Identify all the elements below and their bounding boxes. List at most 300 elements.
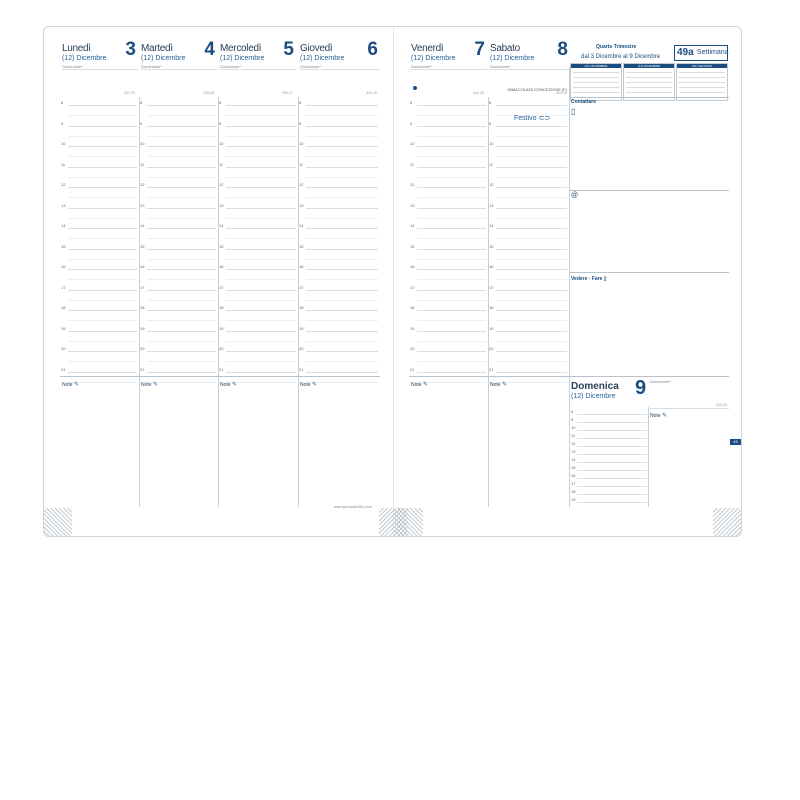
notes-label (62, 381, 79, 388)
hour-line (577, 478, 647, 479)
hour-label: 13 (61, 202, 66, 208)
hour-label: 21 (299, 366, 304, 372)
day-code: 338-28 (203, 91, 214, 95)
day-header-monday (62, 27, 138, 97)
quarter-title: Quarto Trimestre (596, 44, 637, 50)
pencil-icon: ✎ (422, 382, 428, 388)
day-header-wednesday (220, 27, 296, 97)
week-number-box (674, 45, 728, 61)
hour-label: 9 (61, 120, 64, 126)
hour-label: 11 (61, 161, 66, 167)
hour-line (417, 249, 486, 250)
hour-label: 14 (140, 223, 145, 228)
day-code: 341-25 (473, 91, 484, 95)
hour-line (577, 430, 647, 431)
day-month: (12) Dicembre (62, 55, 107, 62)
hour-line (496, 310, 567, 311)
hour-label: 15 (219, 243, 224, 249)
half-hour-line (417, 218, 486, 219)
hour-label: 20 (410, 346, 415, 351)
hour-line (306, 228, 378, 229)
hour-label: 16 (489, 264, 494, 269)
contattare-label: Contattare (571, 99, 597, 105)
hour-label: 13 (299, 202, 304, 208)
half-hour-line (306, 361, 378, 362)
hour-line (68, 331, 137, 332)
dominante-line (141, 69, 217, 70)
hour-label: 17 (140, 284, 145, 290)
column-divider (569, 67, 570, 507)
half-hour-line (306, 115, 378, 116)
hour-label: 13 (571, 449, 576, 454)
hour-label: 14 (219, 223, 224, 228)
half-hour-line (417, 361, 486, 362)
notes-text: Note (220, 382, 231, 388)
dominante-label: Dominante* (300, 64, 321, 69)
hour-line (147, 249, 216, 250)
hour-label: 19 (219, 325, 224, 331)
day-number: 3 (125, 39, 136, 60)
holiday-name: IMMACOLATA CONCEZIONE (F) (507, 87, 567, 92)
day-code: 339-27 (282, 91, 293, 95)
hour-line (496, 105, 567, 106)
hour-label: 8 (410, 100, 413, 105)
hour-label: 19 (299, 325, 304, 331)
half-hour-line (417, 259, 486, 260)
section-divider (569, 376, 729, 377)
half-hour-line (226, 279, 296, 280)
hour-line (417, 187, 486, 188)
hour-line (68, 351, 137, 352)
half-hour-line (496, 259, 567, 260)
hour-line (68, 208, 137, 209)
vedere-fare-text: Vedere - Fare (571, 276, 603, 282)
hour-line (147, 146, 216, 147)
hour-line (577, 502, 647, 503)
notes-text: Note (411, 382, 422, 388)
hour-label: 8 (571, 409, 574, 414)
hour-label: 8 (489, 100, 492, 105)
half-hour-line (147, 300, 216, 301)
phone-icon: ▯ (571, 107, 576, 116)
hour-line (147, 105, 216, 106)
hour-line (417, 351, 486, 352)
hour-label: 14 (299, 223, 304, 228)
hour-line (68, 228, 137, 229)
hour-line (496, 146, 567, 147)
mini-calendar-november (570, 63, 622, 101)
hour-line (306, 146, 378, 147)
hour-label: 9 (571, 417, 574, 422)
hour-label: 13 (489, 202, 494, 208)
hour-line (68, 310, 137, 311)
half-hour-line (226, 115, 296, 116)
half-hour-line (68, 115, 137, 116)
notes-text: Note (141, 382, 152, 388)
hour-line (226, 208, 296, 209)
half-hour-line (496, 361, 567, 362)
day-name: Domenica (571, 381, 619, 392)
hour-line (417, 269, 486, 270)
hour-label: 13 (410, 202, 415, 208)
half-hour-line (496, 320, 567, 321)
notes-label (220, 381, 237, 388)
hour-label: 12 (299, 182, 304, 187)
half-hour-line (496, 197, 567, 198)
hour-line (496, 208, 567, 209)
hour-line (417, 105, 486, 106)
half-hour-line (417, 279, 486, 280)
hour-line (417, 372, 486, 373)
hour-label: 8 (299, 100, 302, 105)
week-number: 49a (677, 47, 694, 58)
dominante-label: Dominante* (490, 64, 511, 69)
hour-line (147, 187, 216, 188)
dominante-label: Dominante* (650, 379, 671, 384)
half-hour-line (68, 361, 137, 362)
hour-label: 13 (140, 202, 145, 208)
half-hour-line (226, 341, 296, 342)
hour-line (496, 351, 567, 352)
hour-line (306, 249, 378, 250)
dominante-line (411, 69, 487, 70)
hour-label: 13 (219, 202, 224, 208)
hour-line (68, 249, 137, 250)
hour-line (577, 414, 647, 415)
half-hour-line (417, 177, 486, 178)
hour-label: 12 (61, 182, 66, 187)
pencil-icon: ✎ (152, 382, 158, 388)
half-hour-line (226, 136, 296, 137)
hour-label: 19 (410, 325, 415, 331)
hour-label: 11 (410, 161, 415, 167)
half-hour-line (147, 115, 216, 116)
hour-label: 14 (489, 223, 494, 228)
calendar-grid (573, 70, 619, 98)
hour-line (147, 290, 216, 291)
hour-line (226, 167, 296, 168)
hour-label: 16 (219, 264, 224, 269)
half-hour-line (68, 136, 137, 137)
day-header-saturday (490, 27, 570, 97)
notes-divider (60, 376, 380, 377)
hour-line (417, 290, 486, 291)
pencil-icon: ✎ (501, 382, 507, 388)
hour-line (147, 228, 216, 229)
hour-line (226, 249, 296, 250)
hour-label: 21 (410, 366, 415, 372)
calendar-title: (11) NOVEMBRE (571, 64, 621, 68)
hour-label: 21 (61, 366, 66, 372)
hour-label: 15 (61, 243, 66, 249)
hour-label: 9 (489, 120, 492, 126)
hour-line (226, 105, 296, 106)
hour-line (577, 422, 647, 423)
dominante-label: Dominante* (220, 64, 241, 69)
half-hour-line (306, 341, 378, 342)
hour-label: 18 (140, 305, 145, 310)
corner-pattern (44, 508, 72, 536)
festivo-icon: ⊂⊃ (538, 115, 551, 122)
hour-line (306, 351, 378, 352)
day-header-thursday (300, 27, 380, 97)
half-hour-line (226, 177, 296, 178)
hour-label: 11 (489, 161, 494, 167)
page-spine (393, 27, 394, 536)
half-hour-line (147, 177, 216, 178)
hour-line (496, 228, 567, 229)
hour-label: 11 (299, 161, 304, 167)
half-hour-line (147, 218, 216, 219)
half-hour-line (226, 361, 296, 362)
half-hour-line (417, 156, 486, 157)
day-number: 4 (204, 39, 215, 60)
day-month: (12) Dicembre (411, 55, 456, 62)
half-hour-line (147, 320, 216, 321)
notes-label (411, 381, 428, 388)
hour-label: 16 (299, 264, 304, 269)
hour-label: 20 (489, 346, 494, 351)
hour-line (68, 290, 137, 291)
half-hour-line (226, 218, 296, 219)
day-number: 6 (367, 39, 378, 60)
hour-line (147, 351, 216, 352)
hour-label: 12 (489, 182, 494, 187)
half-hour-line (306, 279, 378, 280)
dominante-line (220, 69, 296, 70)
hour-label: 17 (219, 284, 224, 290)
hour-label: 19 (571, 497, 576, 502)
hour-line (306, 372, 378, 373)
hour-line (496, 249, 567, 250)
hour-line (226, 331, 296, 332)
hour-line (577, 438, 647, 439)
half-hour-line (68, 300, 137, 301)
hour-line (226, 146, 296, 147)
website-url: www.quovadis1954.com (334, 505, 372, 509)
half-hour-line (147, 279, 216, 280)
notes-label (650, 412, 667, 419)
hour-line (496, 126, 567, 127)
hour-line (496, 372, 567, 373)
half-hour-line (68, 197, 137, 198)
hour-line (417, 208, 486, 209)
hour-label: 21 (219, 366, 224, 372)
hour-line (577, 462, 647, 463)
hour-line (577, 486, 647, 487)
dominante-line (300, 69, 380, 70)
hour-label: 10 (299, 141, 304, 146)
hour-label: 17 (571, 481, 576, 486)
day-number: 9 (635, 377, 647, 399)
hour-label: 18 (571, 489, 576, 494)
half-hour-line (306, 156, 378, 157)
half-hour-line (147, 156, 216, 157)
hour-line (577, 446, 647, 447)
hour-label: 15 (299, 243, 304, 249)
hour-line (226, 310, 296, 311)
dominante-line (650, 408, 729, 409)
hour-line (417, 167, 486, 168)
half-hour-line (306, 136, 378, 137)
hour-label: 15 (489, 243, 494, 249)
pencil-icon: ✎ (311, 382, 317, 388)
day-number: 5 (283, 39, 294, 60)
festivo-label (514, 114, 550, 122)
hour-line (417, 228, 486, 229)
hour-label: 12 (410, 182, 415, 187)
day-name: Martedì (141, 43, 173, 54)
day-header-tuesday (141, 27, 217, 97)
notes-label (300, 381, 317, 388)
half-hour-line (68, 341, 137, 342)
half-hour-line (417, 197, 486, 198)
half-hour-line (147, 361, 216, 362)
half-hour-line (226, 156, 296, 157)
hour-label: 19 (489, 325, 494, 331)
hour-line (226, 187, 296, 188)
dominante-label: Dominante* (141, 64, 162, 69)
hour-line (147, 269, 216, 270)
hour-label: 18 (489, 305, 494, 310)
hour-line (68, 187, 137, 188)
half-hour-line (226, 300, 296, 301)
hour-line (306, 167, 378, 168)
planner-spread (43, 26, 742, 537)
hour-line (417, 126, 486, 127)
hour-line (417, 310, 486, 311)
hour-label: 10 (140, 141, 145, 146)
hour-label: 9 (140, 120, 143, 126)
day-month: (12) Dicembre (141, 55, 186, 62)
hour-line (147, 167, 216, 168)
day-code: 337-29 (124, 91, 135, 95)
hour-label: 14 (61, 223, 66, 228)
festivo-text: Festivo (514, 115, 537, 122)
section-divider (569, 97, 729, 98)
half-hour-line (417, 136, 486, 137)
half-hour-line (306, 300, 378, 301)
hour-label: 16 (410, 264, 415, 269)
hour-label: 11 (140, 161, 145, 167)
hour-line (306, 105, 378, 106)
half-hour-line (226, 238, 296, 239)
week-range: dal 3 Dicembre al 9 Dicembre (581, 54, 661, 60)
hour-label: 16 (61, 264, 66, 269)
hour-line (306, 126, 378, 127)
hour-label: 14 (410, 223, 415, 228)
hour-label: 12 (140, 182, 145, 187)
hour-label: 20 (61, 346, 66, 351)
calendar-grid (626, 70, 672, 98)
half-hour-line (306, 197, 378, 198)
hour-label: 8 (140, 100, 143, 105)
hour-line (68, 372, 137, 373)
hour-label: 19 (61, 325, 66, 331)
hour-label: 19 (140, 325, 145, 331)
half-hour-line (306, 177, 378, 178)
notes-label (490, 381, 507, 388)
hour-line (147, 310, 216, 311)
day-month: (12) Dicembre (300, 55, 345, 62)
note-icon: ▯ (603, 276, 607, 282)
hour-label: 18 (299, 305, 304, 310)
day-month: (12) Dicembre (571, 393, 616, 400)
corner-pattern (395, 508, 423, 536)
hour-line (68, 269, 137, 270)
day-code: 342-24 (556, 91, 567, 95)
hour-label: 15 (410, 243, 415, 249)
hour-label: 18 (219, 305, 224, 310)
hour-line (577, 494, 647, 495)
hour-label: 11 (571, 433, 576, 438)
hour-line (496, 187, 567, 188)
hour-line (226, 290, 296, 291)
hour-line (147, 372, 216, 373)
dominante-line (490, 69, 570, 70)
pencil-icon: ✎ (661, 413, 667, 419)
hour-line (147, 331, 216, 332)
hour-label: 16 (571, 473, 576, 478)
half-hour-line (417, 238, 486, 239)
day-name: Mercoledì (220, 43, 262, 54)
day-name: Giovedì (300, 43, 333, 54)
pencil-icon: ✎ (231, 382, 237, 388)
notes-text: Note (650, 413, 661, 419)
hour-label: 18 (61, 305, 66, 310)
half-hour-line (496, 156, 567, 157)
hour-line (306, 331, 378, 332)
hour-line (68, 146, 137, 147)
hour-label: 9 (410, 120, 413, 126)
day-number: 8 (557, 39, 568, 60)
hour-line (147, 126, 216, 127)
hour-line (417, 146, 486, 147)
hour-label: 9 (219, 120, 222, 126)
hour-label: 20 (219, 346, 224, 351)
hour-line (68, 167, 137, 168)
calendar-title: (12) DICEMBRE (624, 64, 674, 68)
dominante-label: Dominante* (411, 64, 432, 69)
hour-line (496, 331, 567, 332)
half-hour-line (68, 259, 137, 260)
hour-label: 21 (489, 366, 494, 372)
half-hour-line (306, 238, 378, 239)
hour-label: 17 (299, 284, 304, 290)
hour-label: 8 (61, 100, 64, 105)
half-hour-line (496, 279, 567, 280)
hour-label: 21 (140, 366, 145, 372)
half-hour-line (147, 197, 216, 198)
hour-line (226, 228, 296, 229)
hour-label: 8 (219, 100, 222, 105)
half-hour-line (417, 300, 486, 301)
hour-label: 10 (61, 141, 66, 146)
half-hour-line (68, 238, 137, 239)
day-month: (12) Dicembre (490, 55, 535, 62)
dominante-label: Dominante* (62, 64, 83, 69)
day-name: Lunedì (62, 43, 91, 54)
hour-line (226, 372, 296, 373)
day-header-friday (411, 27, 487, 97)
half-hour-line (147, 136, 216, 137)
half-hour-line (496, 341, 567, 342)
dominante-line (62, 69, 138, 70)
notes-text: Note (62, 382, 73, 388)
section-divider (569, 190, 729, 191)
hour-line (496, 167, 567, 168)
hour-line (68, 126, 137, 127)
